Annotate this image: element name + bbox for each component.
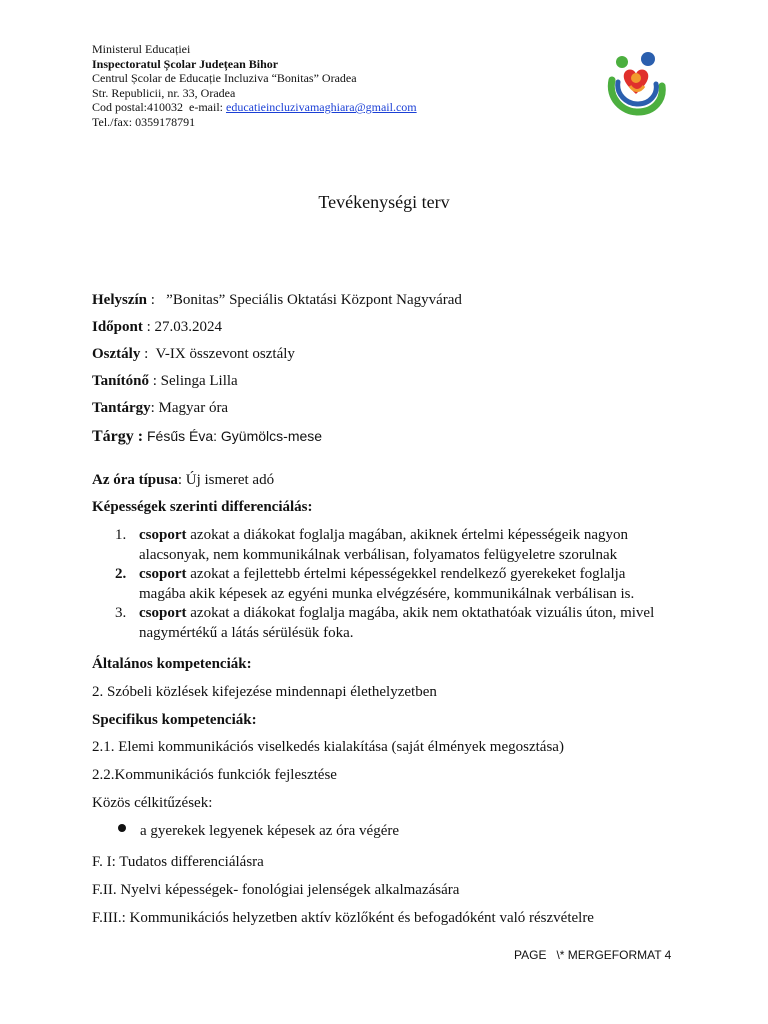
- common-objectives-heading: Közös célkitűzések:: [92, 795, 213, 811]
- teacher-field: [92, 373, 238, 390]
- subject-area-field: [92, 400, 228, 417]
- groups-list: [92, 526, 692, 643]
- location-field: [92, 292, 462, 309]
- lesson-type-value: : Új ismeret adó: [177, 472, 275, 488]
- teacher-value: : Selinga Lilla: [148, 373, 238, 389]
- specific-competency-item: 2.1. Elemi kommunikációs viselkedés kialakítása (saját élmények megosztása): [92, 739, 564, 755]
- group-text: azokat a diákokat foglalja magába, akik nem oktathatóak vizuális úton, mivel: [186, 605, 655, 621]
- list-item: [92, 526, 692, 565]
- subject-area-value: : Magyar óra: [150, 400, 229, 416]
- list-line: nagymértékű a látás sérülésük foka.: [139, 624, 354, 641]
- school-logo-icon: [604, 50, 668, 116]
- topic-label: Tárgy :: [92, 428, 144, 445]
- lesson-type: [92, 472, 274, 489]
- list-line: [139, 526, 692, 546]
- topic-value: Fésűs Éva: Gyümölcs-mese: [143, 428, 323, 444]
- group-label: csoport: [139, 605, 187, 621]
- class-value: : V-IX összevont osztály: [140, 346, 295, 362]
- objective-f1: F. I: Tudatos differenciálásra: [92, 854, 264, 870]
- location-label: Helyszín: [92, 292, 147, 308]
- inspectorate-line: Inspectoratul Școlar Județean Bihor: [92, 56, 279, 71]
- differentiation-heading: Képességek szerinti differenciálás:: [92, 499, 313, 515]
- general-competency-item: 2. Szóbeli közlések kifejezése mindennapi élethelyzetben: [92, 684, 437, 700]
- list-number: 3.: [115, 605, 127, 621]
- page-number-field: PAGE \* MERGEFORMAT 4: [514, 948, 672, 962]
- group-text: azokat a diákokat foglalja magában, akiknek értelmi képességeik nagyon: [186, 527, 628, 543]
- school-line: Centrul Școlar de Educație Incluziva “Bonitas” Oradea: [92, 71, 357, 85]
- list-number: 1.: [115, 527, 127, 543]
- list-line: magába akik képesek az egyéni munka elvégzésére, kommunikálnak verbálisan is.: [139, 585, 635, 602]
- list-line: [139, 565, 692, 585]
- group-label: csoport: [139, 527, 187, 543]
- list-line: [139, 604, 692, 624]
- class-label: Osztály: [92, 346, 141, 362]
- subject-area-label: Tantárgy: [92, 400, 151, 416]
- address-line: Str. Republicii, nr. 33, Oradea: [92, 85, 236, 100]
- bullet-icon: [118, 824, 126, 832]
- group-text: azokat a fejlettebb értelmi képességekkel rendelkező gyerekeket foglalja: [186, 566, 626, 582]
- general-competencies-heading: Általános kompetenciák:: [92, 656, 252, 672]
- date-label: Időpont: [92, 319, 143, 335]
- location-value: : ”Bonitas” Speciális Oktatási Központ Nagyvárad: [147, 292, 462, 308]
- class-field: [92, 346, 295, 363]
- objective-f3: F.III.: Kommunikációs helyzetben aktív közlőként és befogadóként való részvételre: [92, 910, 594, 926]
- lesson-type-label: Az óra típusa: [92, 472, 178, 488]
- topic-field: [92, 428, 322, 446]
- objective-f2: F.II. Nyelvi képességek- fonológiai jelenségek alkalmazására: [92, 882, 460, 898]
- list-item: [92, 565, 692, 604]
- list-line: alacsonyak, nem kommunikálnak verbálisan, folyamatos felügyeletre szorulnak: [139, 546, 618, 563]
- group-label: csoport: [139, 566, 187, 582]
- specific-competencies-heading: Specifikus kompetenciák:: [92, 712, 257, 728]
- document-title: Tevékenységi terv: [318, 192, 450, 212]
- ministry-line: Ministerul Educației: [92, 42, 191, 56]
- letterhead: [92, 42, 417, 129]
- date-value: : 27.03.2024: [142, 319, 223, 335]
- postal-email-line: [92, 100, 417, 115]
- postal-code-text: Cod postal:410032 e-mail:: [92, 100, 226, 114]
- list-number: 2.: [115, 566, 127, 582]
- list-item: [92, 604, 692, 643]
- phone-line: Tel./fax: 0359178791: [92, 114, 196, 129]
- common-objective-item: a gyerekek legyenek képesek az óra végére: [140, 823, 400, 839]
- specific-competency-item: 2.2.Kommunikációs funkciók fejlesztése: [92, 767, 337, 783]
- date-field: [92, 319, 222, 336]
- email-link[interactable]: educatieincluzivamaghiara@gmail.com: [226, 100, 417, 114]
- teacher-label: Tanítónő: [92, 373, 149, 389]
